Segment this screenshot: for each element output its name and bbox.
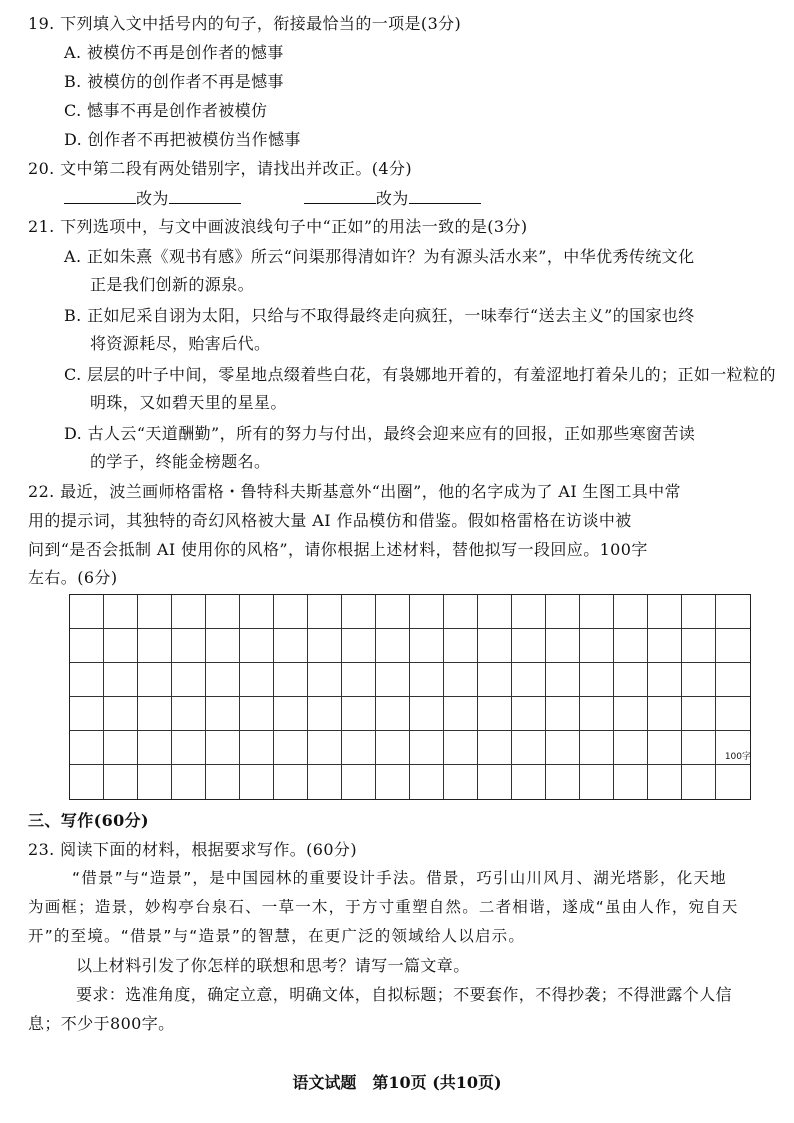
grid-cell[interactable] [716, 697, 750, 731]
q23-material-line-2: 为画框；造景，妙构亭台泉石、一草一木，于方寸重塑自然。二者相谐，遂成“虽由人作，宛自天 [28, 898, 739, 916]
q20-blank-4[interactable] [409, 187, 481, 204]
page-footer: 语文试题 第10页 (共10页) [292, 1073, 502, 1092]
grid-cell[interactable] [172, 765, 206, 799]
grid-cell[interactable] [580, 697, 614, 731]
q20-change-label-1: 改为 [136, 189, 169, 208]
grid-cell[interactable] [274, 765, 308, 799]
grid-cell[interactable] [206, 765, 240, 799]
q23-stem: 23. 阅读下面的材料，根据要求写作。(60分) [28, 840, 357, 859]
grid-cell[interactable] [240, 629, 274, 663]
grid-cell[interactable] [70, 663, 104, 697]
grid-cell[interactable] [308, 629, 342, 663]
grid-cell[interactable] [580, 765, 614, 799]
grid-cell[interactable] [478, 697, 512, 731]
grid-cell[interactable] [512, 663, 546, 697]
grid-cell[interactable] [206, 629, 240, 663]
grid-cell[interactable] [682, 595, 716, 629]
grid-cell[interactable] [444, 765, 478, 799]
grid-cell[interactable] [138, 697, 172, 731]
grid-cell[interactable] [70, 731, 104, 765]
q20-blank-3[interactable] [304, 187, 376, 204]
grid-cell[interactable] [104, 663, 138, 697]
grid-cell[interactable] [308, 731, 342, 765]
grid-cell[interactable] [376, 697, 410, 731]
grid-cell[interactable] [104, 697, 138, 731]
grid-cell[interactable] [342, 629, 376, 663]
q19-option-b: B. 被模仿的创作者不再是憾事 [64, 72, 284, 91]
answer-grid[interactable] [69, 594, 751, 800]
grid-cell[interactable] [682, 765, 716, 799]
grid-cell[interactable] [410, 765, 444, 799]
section-3-heading: 三、写作(60分) [28, 811, 150, 830]
grid-cell[interactable] [70, 697, 104, 731]
q21-option-a-line2: 正是我们创新的源泉。 [90, 275, 255, 294]
grid-cell[interactable] [478, 765, 512, 799]
grid-cell[interactable] [410, 629, 444, 663]
grid-cell[interactable] [546, 731, 580, 765]
grid-cell[interactable] [512, 595, 546, 629]
q23-material-line-1: “借景”与“造景”，是中国园林的重要设计手法。借景，巧引山川风月、湖光塔影，化天地 [72, 869, 727, 887]
grid-cell[interactable] [104, 731, 138, 765]
grid-cell[interactable] [478, 629, 512, 663]
grid-cell[interactable] [376, 765, 410, 799]
grid-cell[interactable] [240, 697, 274, 731]
grid-cell[interactable] [342, 663, 376, 697]
grid-cell[interactable] [682, 731, 716, 765]
grid-cell[interactable] [308, 765, 342, 799]
grid-cell[interactable] [682, 663, 716, 697]
grid-cell[interactable] [682, 697, 716, 731]
grid-cell[interactable] [172, 595, 206, 629]
grid-cell[interactable] [512, 629, 546, 663]
grid-cell[interactable] [512, 731, 546, 765]
grid-cell[interactable] [444, 731, 478, 765]
grid-cell[interactable] [70, 629, 104, 663]
q19-stem: 19. 下列填入文中括号内的句子，衔接最恰当的一项是(3分) [28, 14, 462, 33]
grid-cell[interactable] [172, 629, 206, 663]
grid-cell[interactable] [274, 595, 308, 629]
grid-cell[interactable] [70, 595, 104, 629]
grid-cell[interactable] [512, 697, 546, 731]
q20-change-label-2: 改为 [375, 189, 409, 208]
grid-cell[interactable] [444, 697, 478, 731]
grid-cell[interactable] [172, 731, 206, 765]
grid-cell[interactable] [376, 663, 410, 697]
grid-cell[interactable] [240, 765, 274, 799]
q21-option-b-line1: B. 正如尼采自诩为太阳，只给与不取得最终走向疯狂，一味奉行“送去主义”的国家也终 [64, 306, 695, 325]
grid-cell[interactable] [648, 697, 682, 731]
q21-option-a-line1: A. 正如朱熹《观书有感》所云“问渠那得清如许？为有源头活水来”，中华优秀传统文化 [64, 247, 695, 266]
q22-line-1: 22. 最近，波兰画师格雷格・鲁特科夫斯基意外“出圈”，他的名字成为了 AI 生图工具中常 [28, 482, 681, 501]
q21-option-c-line2: 明珠，又如碧天里的星星。 [90, 393, 287, 412]
q19-option-c: C. 憾事不再是创作者被模仿 [64, 101, 268, 120]
grid-cell[interactable] [410, 697, 444, 731]
grid-cell[interactable] [648, 731, 682, 765]
q21-stem: 21. 下列选项中，与文中画波浪线句子中“正如”的用法一致的是(3分) [28, 217, 528, 236]
grid-cell[interactable] [172, 697, 206, 731]
q21-option-d-line2: 的学子，终能金榜题名。 [90, 452, 271, 471]
grid-cell[interactable] [410, 595, 444, 629]
q21-option-c-line1: C. 层层的叶子中间，零星地点缀着些白花，有袅娜地开着的，有羞涩地打着朵儿的；正如一粒粒的 [64, 365, 776, 384]
grid-cell[interactable] [444, 595, 478, 629]
grid-cell[interactable] [274, 731, 308, 765]
grid-cell[interactable] [240, 731, 274, 765]
grid-cell[interactable] [580, 595, 614, 629]
grid-cell[interactable] [716, 663, 750, 697]
q19-option-d: D. 创作者不再把被模仿当作憾事 [64, 130, 301, 149]
q19-option-a: A. 被模仿不再是创作者的憾事 [64, 43, 284, 62]
grid-cell[interactable] [138, 663, 172, 697]
q22-line-3: 问到“是否会抵制 AI 使用你的风格”，请你根据上述材料，替他拟写一段回应。100字 [28, 540, 648, 559]
grid-cell[interactable] [614, 629, 648, 663]
grid-cell[interactable] [342, 765, 376, 799]
grid-cell[interactable] [376, 595, 410, 629]
grid-cell[interactable] [274, 629, 308, 663]
grid-cell[interactable] [444, 663, 478, 697]
grid-cell[interactable] [240, 663, 274, 697]
grid-cell[interactable] [274, 663, 308, 697]
grid-cell[interactable] [138, 629, 172, 663]
grid-cell[interactable] [682, 629, 716, 663]
grid-cell[interactable] [104, 629, 138, 663]
q23-requirements-line-2: 息；不少于800字。 [28, 1014, 175, 1033]
grid-cell[interactable] [614, 765, 648, 799]
grid-cell[interactable] [512, 765, 546, 799]
q22-line-4: 左右。(6分) [28, 568, 118, 587]
q20-blank-1[interactable] [64, 187, 136, 204]
grid-cell[interactable] [648, 629, 682, 663]
grid-cell[interactable] [716, 765, 750, 799]
grid-cell[interactable] [546, 697, 580, 731]
grid-cell[interactable] [308, 697, 342, 731]
grid-cell[interactable] [342, 731, 376, 765]
grid-cell[interactable] [376, 629, 410, 663]
grid-cell[interactable] [138, 595, 172, 629]
grid-cell[interactable] [580, 629, 614, 663]
grid-cell[interactable] [546, 629, 580, 663]
grid-cell[interactable] [172, 663, 206, 697]
q20-stem: 20. 文中第二段有两处错别字，请找出并改正。(4分) [28, 159, 412, 178]
grid-cell[interactable] [206, 663, 240, 697]
grid-cell[interactable] [716, 629, 750, 663]
grid-cell[interactable] [546, 663, 580, 697]
grid-cell[interactable] [410, 731, 444, 765]
grid-cell[interactable] [614, 731, 648, 765]
grid-cell[interactable] [104, 765, 138, 799]
grid-cell[interactable] [138, 731, 172, 765]
q22-line-2: 用的提示词，其独特的奇幻风格被大量 AI 作品模仿和借鉴。假如格雷格在访谈中被 [28, 511, 632, 530]
grid-cell[interactable] [546, 595, 580, 629]
grid-cell[interactable] [478, 595, 512, 629]
grid-cell[interactable] [614, 595, 648, 629]
q23-prompt: 以上材料引发了你怎样的联想和思考？请写一篇文章。 [76, 956, 470, 975]
grid-cell[interactable] [308, 663, 342, 697]
grid-cell[interactable] [240, 595, 274, 629]
grid-cell[interactable] [206, 697, 240, 731]
grid-cell[interactable] [614, 663, 648, 697]
grid-cell[interactable] [308, 595, 342, 629]
grid-100-char-mark: 100字 [724, 752, 751, 762]
q20-blank-2[interactable] [169, 187, 241, 204]
grid-cell[interactable] [546, 765, 580, 799]
grid-cell[interactable] [716, 595, 750, 629]
grid-cell[interactable] [206, 731, 240, 765]
grid-cell[interactable] [716, 731, 750, 765]
grid-cell[interactable] [444, 629, 478, 663]
q21-option-d-line1: D. 古人云“天道酬勤”，所有的努力与付出，最终会迎来应有的回报，正如那些寒窗苦读 [64, 424, 696, 443]
q20-answer-row [64, 187, 481, 210]
grid-cell[interactable] [376, 731, 410, 765]
grid-cell[interactable] [648, 765, 682, 799]
grid-cell[interactable] [206, 595, 240, 629]
q23-material-line-3: 开”的至境。“借景”与“造景”的智慧，在更广泛的领域给人以启示。 [28, 927, 526, 945]
grid-cell[interactable] [580, 663, 614, 697]
grid-cell[interactable] [410, 663, 444, 697]
grid-cell[interactable] [648, 595, 682, 629]
grid-cell[interactable] [580, 731, 614, 765]
grid-cell[interactable] [138, 765, 172, 799]
grid-cell[interactable] [478, 663, 512, 697]
grid-cell[interactable] [648, 663, 682, 697]
grid-cell[interactable] [70, 765, 104, 799]
grid-cell[interactable] [478, 731, 512, 765]
grid-cell[interactable] [104, 595, 138, 629]
grid-cell[interactable] [614, 697, 648, 731]
q21-option-b-line2: 将资源耗尽，贻害后代。 [90, 334, 271, 353]
grid-cell[interactable] [342, 595, 376, 629]
grid-cell[interactable] [342, 697, 376, 731]
grid-cell[interactable] [274, 697, 308, 731]
q23-requirements-line-1: 要求：选准角度，确定立意，明确文体，自拟标题；不要套作，不得抄袭；不得泄露个人信 [76, 985, 733, 1004]
